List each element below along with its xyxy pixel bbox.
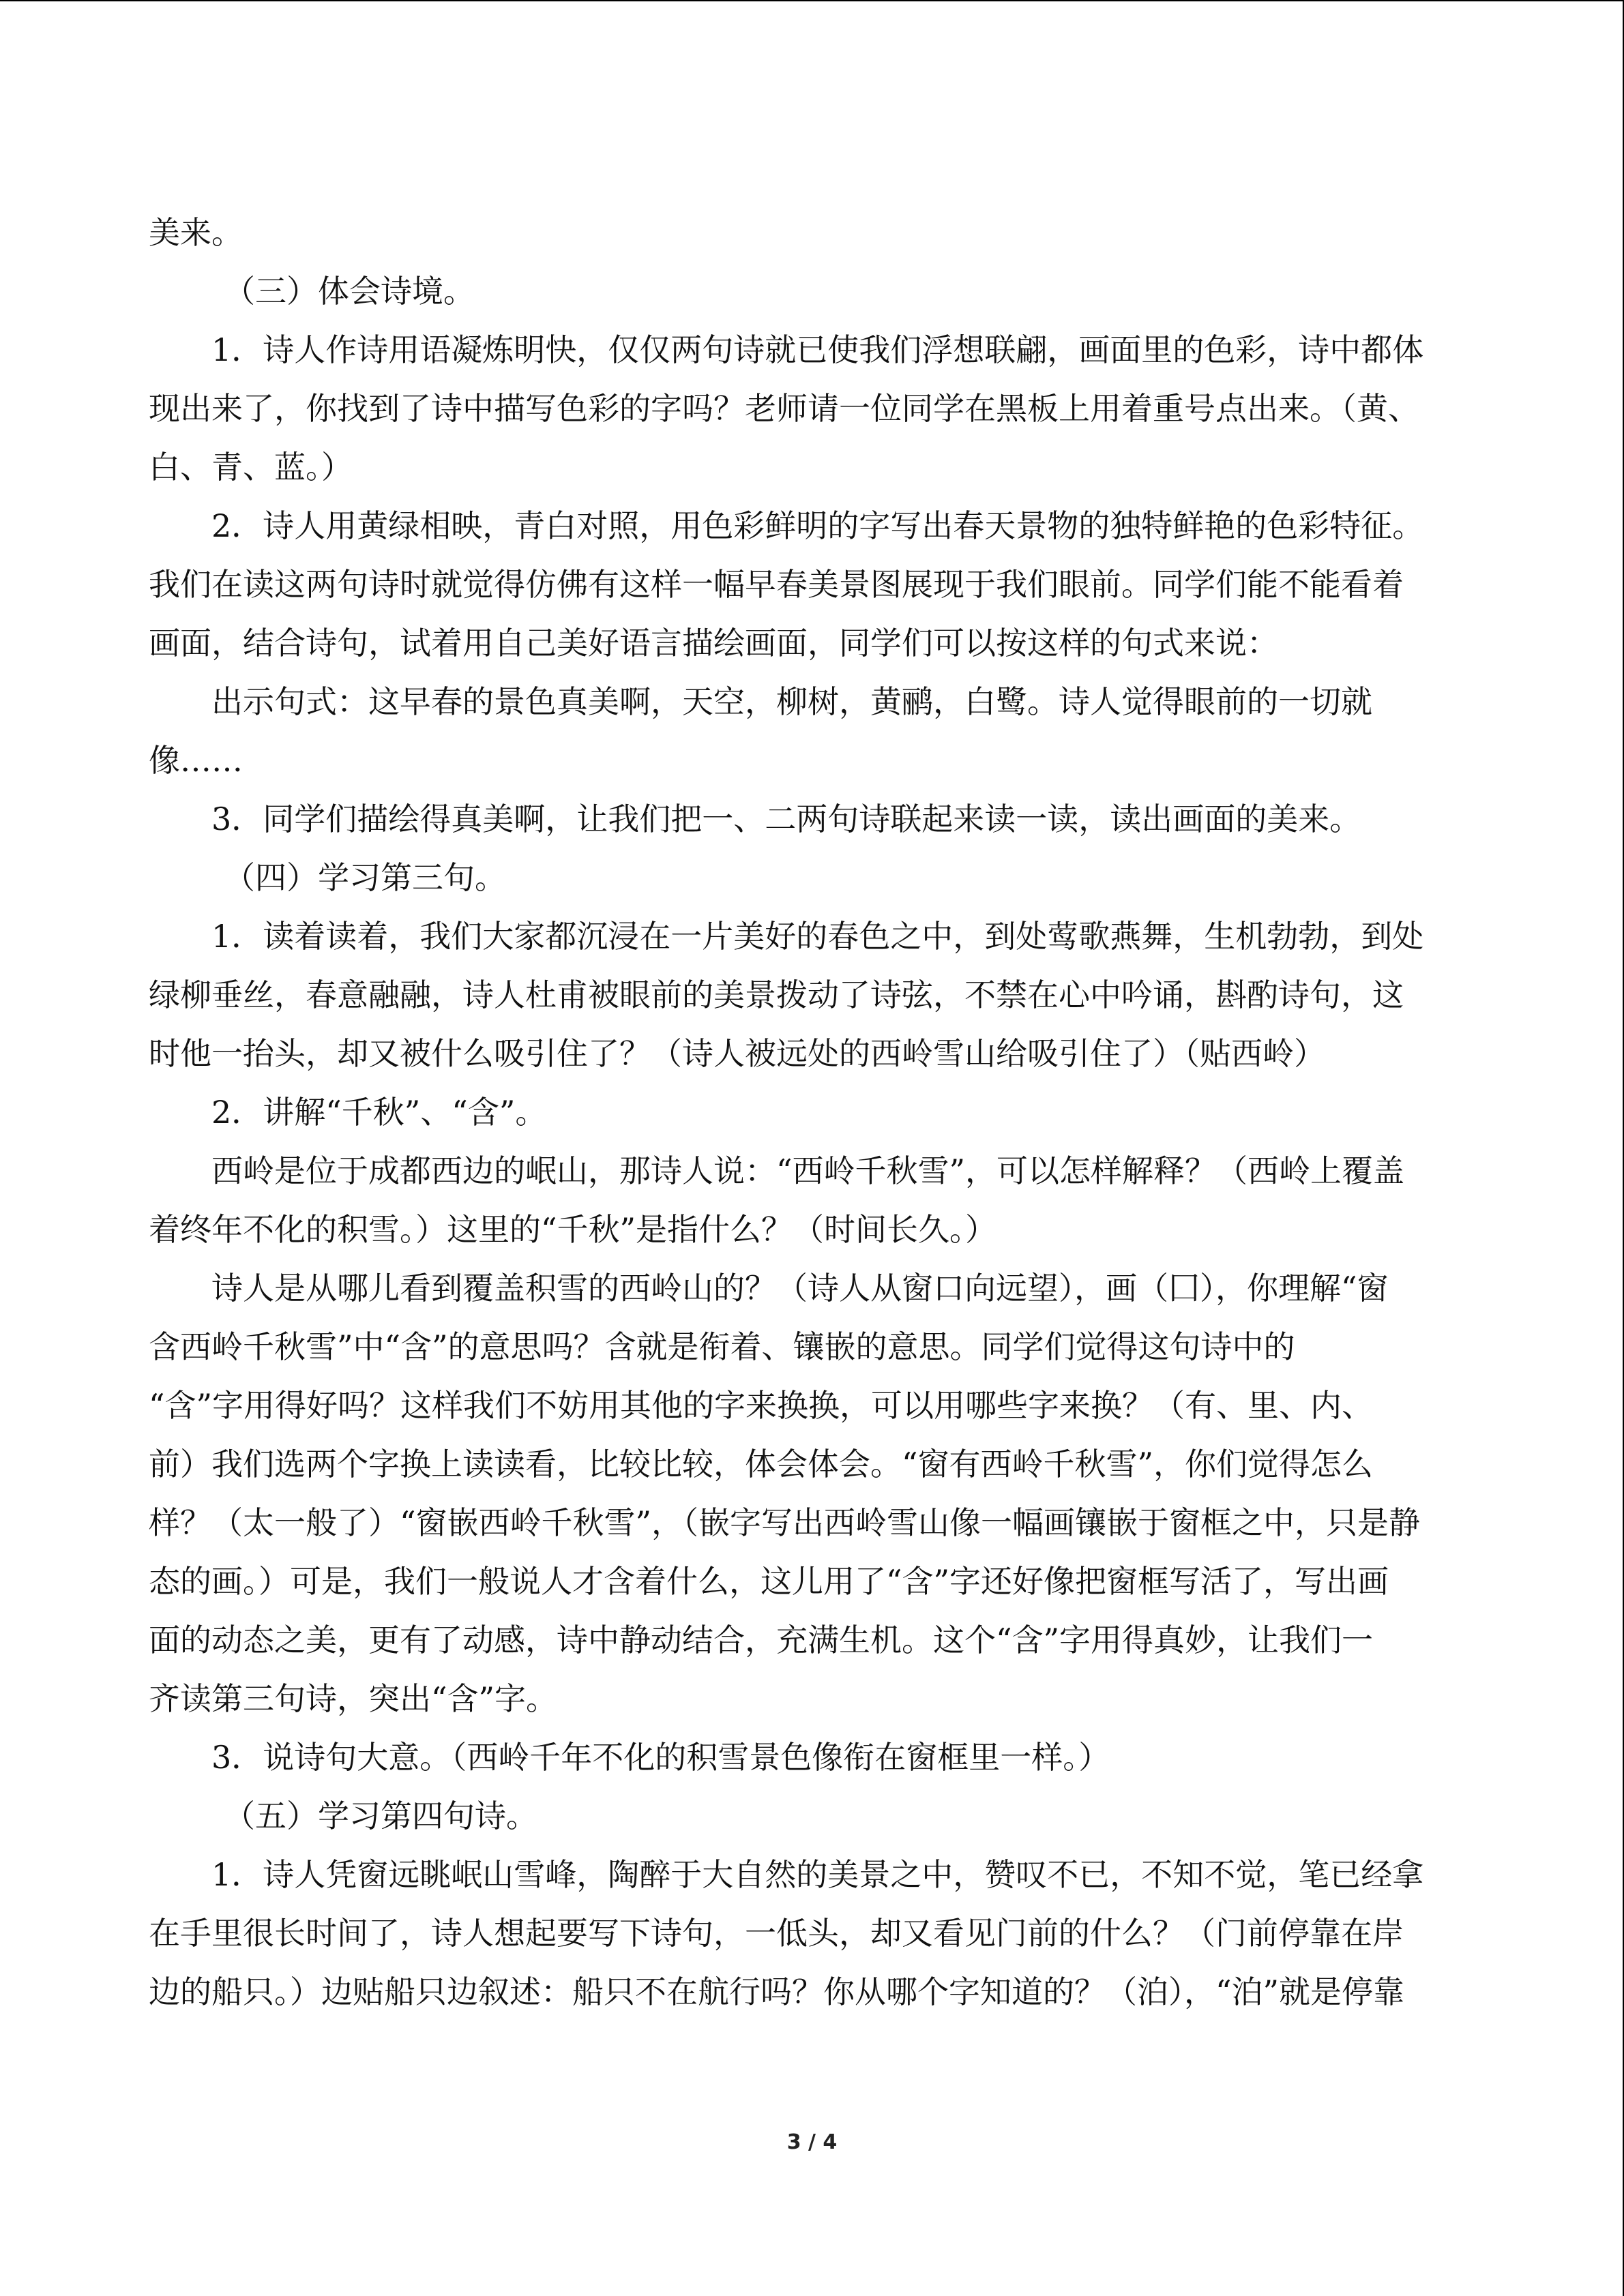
text-line: 时他一抬头，却又被什么吸引住了？（诗人被远处的西岭雪山给吸引住了）（贴西岭）	[149, 1035, 1325, 1072]
paragraph-start: 出示句式：这早春的景色真美啊，天空，柳树，黄鹂，白鹭。诗人觉得眼前的一切就	[211, 683, 1372, 720]
paragraph-start: 1．诗人凭窗远眺岷山雪峰，陶醉于大自然的美景之中，赞叹不已，不知不觉，笔已经拿	[211, 1856, 1424, 1893]
text-line: 像……	[149, 742, 243, 779]
paragraph-start: 1．诗人作诗用语凝炼明快，仅仅两句诗就已使我们浮想联翩，画面里的色彩，诗中都体	[211, 331, 1424, 368]
text-line: 含西岭千秋雪”中“含”的意思吗？含就是衔着、镶嵌的意思。同学们觉得这句诗中的	[149, 1328, 1295, 1365]
text-line: 前）我们选两个字换上读读看，比较比较，体会体会。“窗有西岭千秋雪”，你们觉得怎么	[149, 1446, 1374, 1482]
paragraph-start: 诗人是从哪儿看到覆盖积雪的西岭山的？（诗人从窗口向远望），画（囗），你理解“窗	[211, 1270, 1389, 1307]
paragraph-start: 3．同学们描绘得真美啊，让我们把一、二两句诗联起来读一读，读出画面的美来。	[211, 801, 1361, 837]
text-line: 画面，结合诗句，试着用自己美好语言描绘画面，同学们可以按这样的句式来说：	[149, 625, 1278, 661]
text-line: 着终年不化的积雪。）这里的“千秋”是指什么？（时间长久。）	[149, 1211, 997, 1248]
paragraph-start: 3．说诗句大意。（西岭千年不化的积雪景色像衔在窗框里一样。）	[211, 1739, 1110, 1776]
text-line: 齐读第三句诗，突出“含”字。	[149, 1680, 558, 1717]
text-line: “含”字用得好吗？这样我们不妨用其他的字来换换，可以用哪些字来换？（有、里、内、	[149, 1387, 1374, 1424]
text-line: 态的画。）可是，我们一般说人才含着什么，这儿用了“含”字还好像把窗框写活了，写出画	[149, 1563, 1389, 1600]
page-border-top	[0, 0, 1624, 1]
text-line: 我们在读这两句诗时就觉得仿佛有这样一幅早春美景图展现于我们眼前。同学们能不能看着	[149, 566, 1404, 603]
page-number: 3 / 4	[786, 2130, 838, 2154]
section-heading: （四）学习第三句。	[224, 859, 506, 896]
text-line: 白、青、蓝。）	[149, 449, 353, 486]
text-line: 现出来了，你找到了诗中描写色彩的字吗？老师请一位同学在黑板上用着重号点出来。（黄、	[149, 390, 1419, 427]
paragraph-start: 西岭是位于成都西边的岷山，那诗人说：“西岭千秋雪”，可以怎样解释？（西岭上覆盖	[211, 1152, 1405, 1189]
text-line: 美来。	[149, 214, 243, 251]
section-heading: （五）学习第四句诗。	[224, 1798, 537, 1834]
document-body	[149, 203, 1479, 2021]
text-line: 边的船只。）边贴船只边叙述：船只不在航行吗？你从哪个字知道的？（泊），“泊”就是停靠	[149, 1973, 1405, 2010]
paragraph-start: 1．读着读着，我们大家都沉浸在一片美好的春色之中，到处莺歌燕舞，生机勃勃，到处	[211, 918, 1424, 955]
paragraph-start: 2．讲解“千秋”、“含”。	[211, 1094, 547, 1131]
section-heading: （三）体会诗境。	[224, 273, 475, 310]
paragraph-start: 2．诗人用黄绿相映，青白对照，用色彩鲜明的字写出春天景物的独特鲜艳的色彩特征。	[211, 507, 1424, 544]
text-line: 绿柳垂丝，春意融融，诗人杜甫被眼前的美景拨动了诗弦，不禁在心中吟诵，斟酌诗句，这	[149, 976, 1404, 1013]
text-line: 样？（太一般了）“窗嵌西岭千秋雪”，（嵌字写出西岭雪山像一幅画镶嵌于窗框之中，只是静	[149, 1504, 1421, 1541]
text-line: 在手里很长时间了，诗人想起要写下诗句，一低头，却又看见门前的什么？（门前停靠在岸	[149, 1915, 1404, 1952]
text-line: 面的动态之美，更有了动感，诗中静动结合，充满生机。这个“含”字用得真妙，让我们一	[149, 1622, 1374, 1658]
